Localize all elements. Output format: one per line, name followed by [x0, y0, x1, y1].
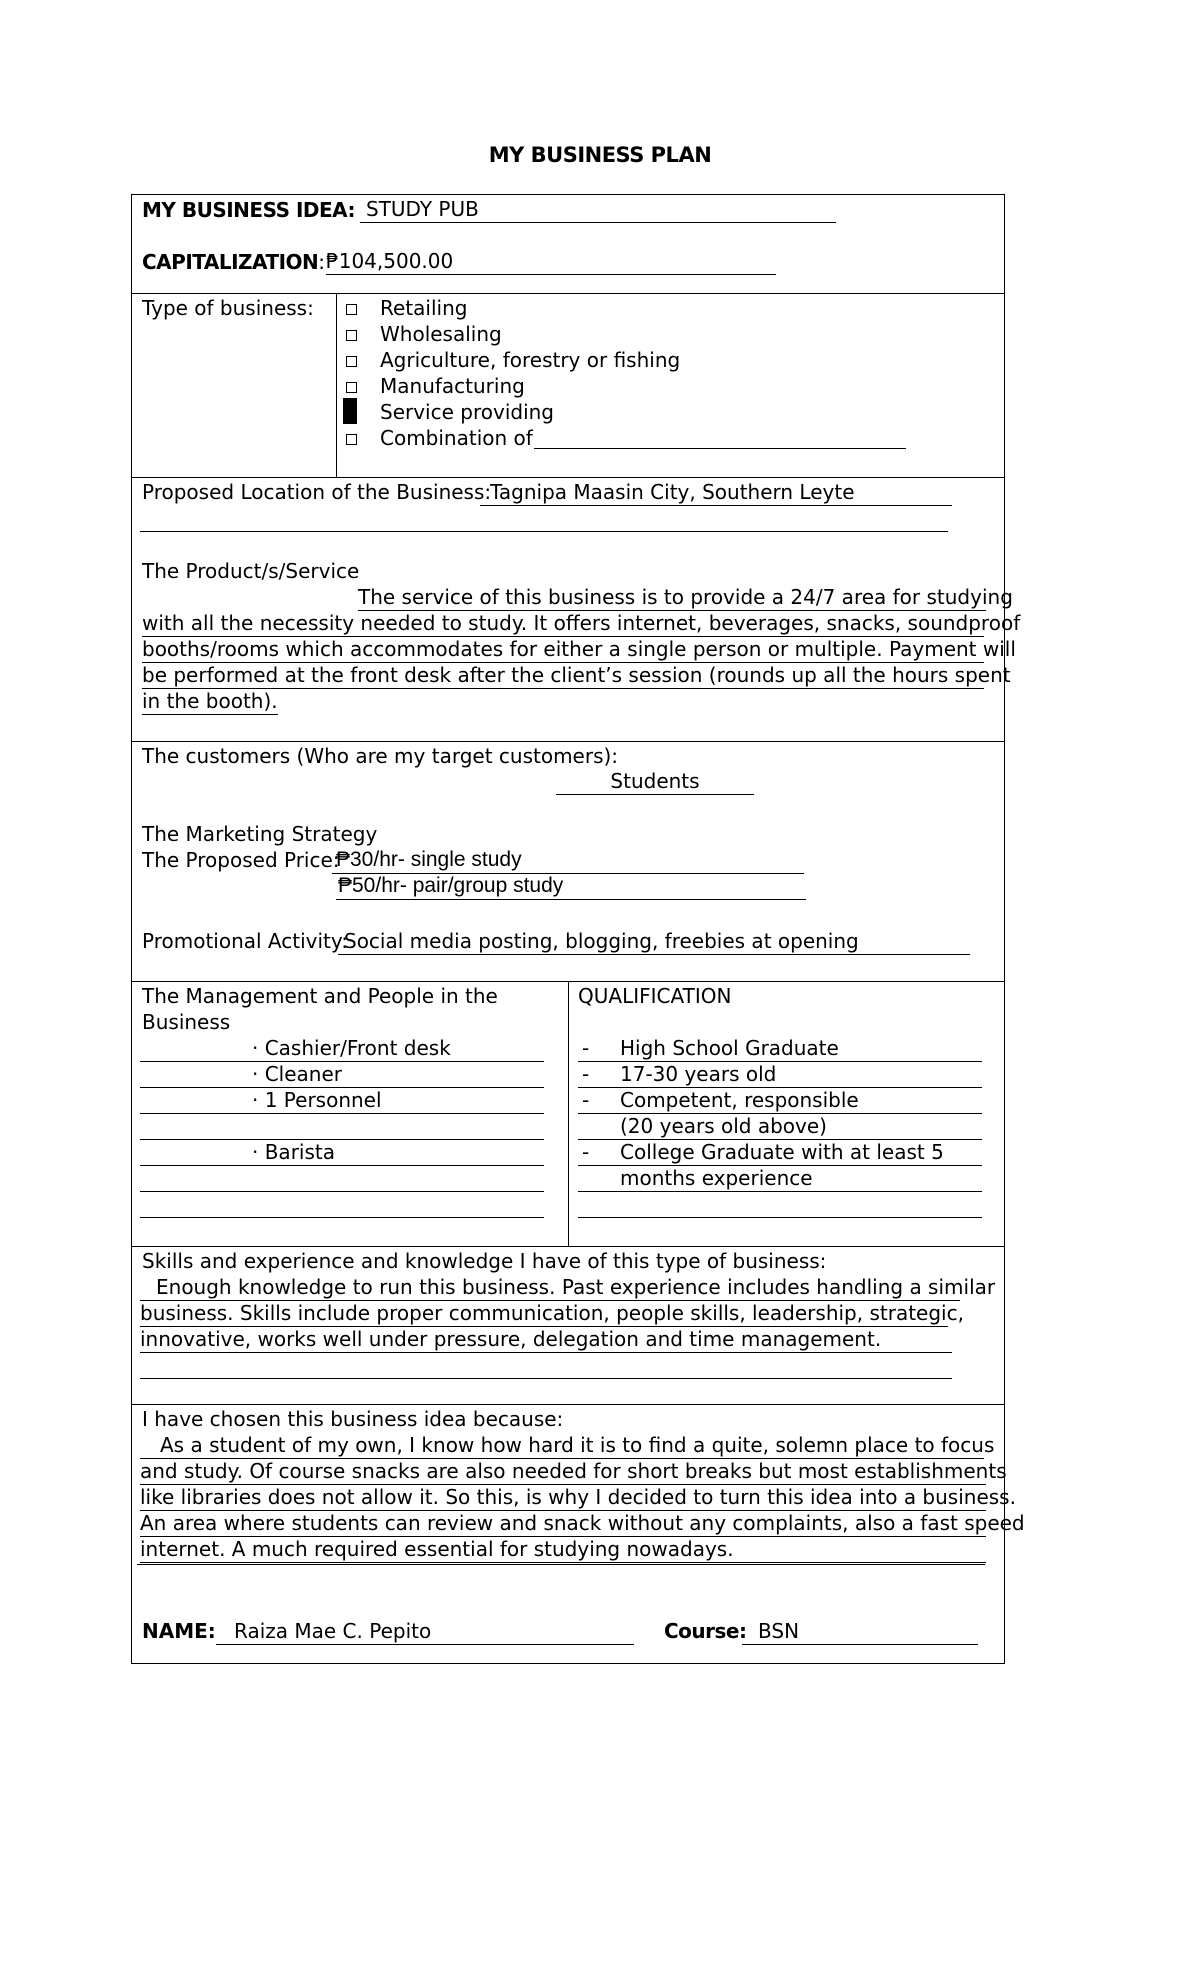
name-field[interactable] — [216, 1618, 634, 1645]
skills-line: innovative, works well under pressure, delegation and time management. — [140, 1326, 952, 1353]
promo-label: Promotional Activity: — [142, 929, 349, 953]
business-type-label: Service providing — [380, 400, 555, 424]
qualification-row[interactable]: - College Graduate with at least 5 — [578, 1139, 982, 1166]
capitalization-label: CAPITALIZATION — [142, 250, 319, 274]
management-label-2: Business — [142, 1010, 231, 1034]
checkbox[interactable] — [346, 330, 357, 341]
location-label: Proposed Location of the Business: — [142, 480, 492, 504]
price-value-1: ₱30/hr- single study — [336, 848, 522, 871]
course-label: Course: — [664, 1619, 747, 1643]
management-row[interactable] — [140, 1191, 544, 1218]
management-person: · Cashier/Front desk — [252, 1036, 451, 1060]
price-field-1[interactable] — [332, 847, 804, 874]
management-row[interactable] — [140, 1139, 544, 1166]
price-label: The Proposed Price: — [142, 848, 340, 872]
skills-label: Skills and experience and knowledge I have of this type of business: — [142, 1249, 827, 1273]
management-label: The Management and People in the — [142, 984, 498, 1008]
marketing-label: The Marketing Strategy — [142, 822, 378, 846]
qualification-item: months experience — [620, 1166, 813, 1190]
customers-label: The customers (Who are my target customers): — [142, 744, 619, 768]
customers-value: Students — [610, 769, 700, 793]
customers-field[interactable] — [556, 768, 754, 795]
qualification-item: Competent, responsible — [620, 1088, 859, 1112]
product-line: The service of this business is to provide a 24/7 area for studying — [358, 585, 1013, 609]
reason-line: As a student of my own, I know how hard it is to find a quite, solemn place to focus — [140, 1432, 984, 1459]
capitalization-field[interactable] — [326, 248, 776, 275]
qualification-row[interactable] — [578, 1165, 982, 1192]
promo-value: Social media posting, blogging, freebies at opening — [344, 929, 859, 953]
divider — [131, 741, 1005, 742]
page-title: MY BUSINESS PLAN — [488, 143, 712, 167]
location-field[interactable] — [480, 479, 952, 506]
management-person: · 1 Personnel — [252, 1088, 382, 1112]
qualification-row[interactable] — [578, 1113, 982, 1140]
checkbox[interactable] — [346, 434, 357, 445]
management-row[interactable] — [140, 1035, 544, 1062]
business-type-label: Retailing — [380, 296, 468, 320]
divider — [131, 1404, 1005, 1405]
combination-line[interactable] — [534, 448, 906, 449]
management-person: · Barista — [252, 1140, 335, 1164]
qualification-row[interactable] — [578, 1191, 982, 1218]
checkbox-checked[interactable] — [343, 398, 357, 424]
business-type-label: Combination of — [380, 426, 533, 450]
qualification-row[interactable]: - Competent, responsible — [578, 1087, 982, 1114]
capitalization-label-wrap: CAPITALIZATION: — [142, 250, 326, 274]
management-row[interactable] — [140, 1061, 544, 1088]
price-field-2[interactable] — [336, 873, 806, 900]
divider — [137, 1564, 985, 1565]
business-idea-value: STUDY PUB — [366, 197, 479, 221]
business-type-label: Wholesaling — [380, 322, 502, 346]
reason-line: like libraries does not allow it. So this, is why I decided to turn this idea into a business. — [140, 1485, 1016, 1509]
product-line: be performed at the front desk after the client’s session (rounds up all the hours spent — [142, 663, 1011, 687]
price-value-2: ₱50/hr- pair/group study — [338, 874, 564, 897]
name-value: Raiza Mae C. Pepito — [234, 1619, 432, 1643]
divider — [131, 1246, 1005, 1247]
product-line: in the booth). — [142, 689, 278, 713]
name-label: NAME: — [142, 1619, 216, 1643]
business-type-label: Manufacturing — [380, 374, 525, 398]
management-person: · Cleaner — [252, 1062, 342, 1086]
qualification-item: High School Graduate — [620, 1036, 839, 1060]
divider — [131, 477, 1005, 478]
skills-line: Enough knowledge to run this business. Past experience includes handling a similar — [140, 1274, 960, 1301]
management-row[interactable] — [140, 1087, 544, 1114]
qualification-item: (20 years old above) — [620, 1114, 827, 1138]
capitalization-value: ₱104,500.00 — [326, 249, 454, 273]
qualification-item: 17-30 years old — [620, 1062, 777, 1086]
type-of-business-label: Type of business: — [142, 296, 314, 320]
course-field[interactable] — [742, 1618, 978, 1645]
course-value: BSN — [758, 1619, 800, 1643]
divider — [336, 293, 337, 477]
product-line: with all the necessity needed to study. It offers internet, beverages, snacks, soundproof — [142, 611, 1021, 635]
reason-line: An area where students can review and snack without any complaints, also a fast speed — [140, 1511, 1025, 1535]
checkbox[interactable] — [346, 382, 357, 393]
management-row[interactable] — [140, 1113, 544, 1140]
qualification-item: College Graduate with at least 5 — [620, 1140, 944, 1164]
business-idea-label: MY BUSINESS IDEA: — [142, 198, 356, 222]
qualification-row[interactable]: - High School Graduate — [578, 1035, 982, 1062]
divider — [568, 981, 569, 1246]
divider — [131, 293, 1005, 294]
location-value: Tagnipa Maasin City, Southern Leyte — [490, 480, 855, 504]
skills-extra-line — [140, 1378, 952, 1379]
product-label: The Product/s/Service — [142, 559, 360, 583]
checkbox[interactable] — [346, 356, 357, 367]
checkbox[interactable] — [346, 304, 357, 315]
promo-field[interactable] — [338, 928, 970, 955]
qualification-row[interactable]: - 17-30 years old — [578, 1061, 982, 1088]
reason-label: I have chosen this business idea because: — [142, 1407, 564, 1431]
reason-line: internet. A much required essential for studying nowadays. — [140, 1536, 986, 1563]
qualification-label: QUALIFICATION — [578, 984, 732, 1008]
business-idea-field[interactable] — [360, 196, 836, 223]
management-row[interactable] — [140, 1165, 544, 1192]
skills-line: business. Skills include proper communication, people skills, leadership, strategic, — [140, 1301, 964, 1325]
reason-line: and study. Of course snacks are also needed for short breaks but most establishments — [140, 1459, 1007, 1483]
location-extra-line — [140, 531, 948, 532]
business-type-label: Agriculture, forestry or fishing — [380, 348, 681, 372]
product-line: booths/rooms which accommodates for either a single person or multiple. Payment will — [142, 637, 1016, 661]
